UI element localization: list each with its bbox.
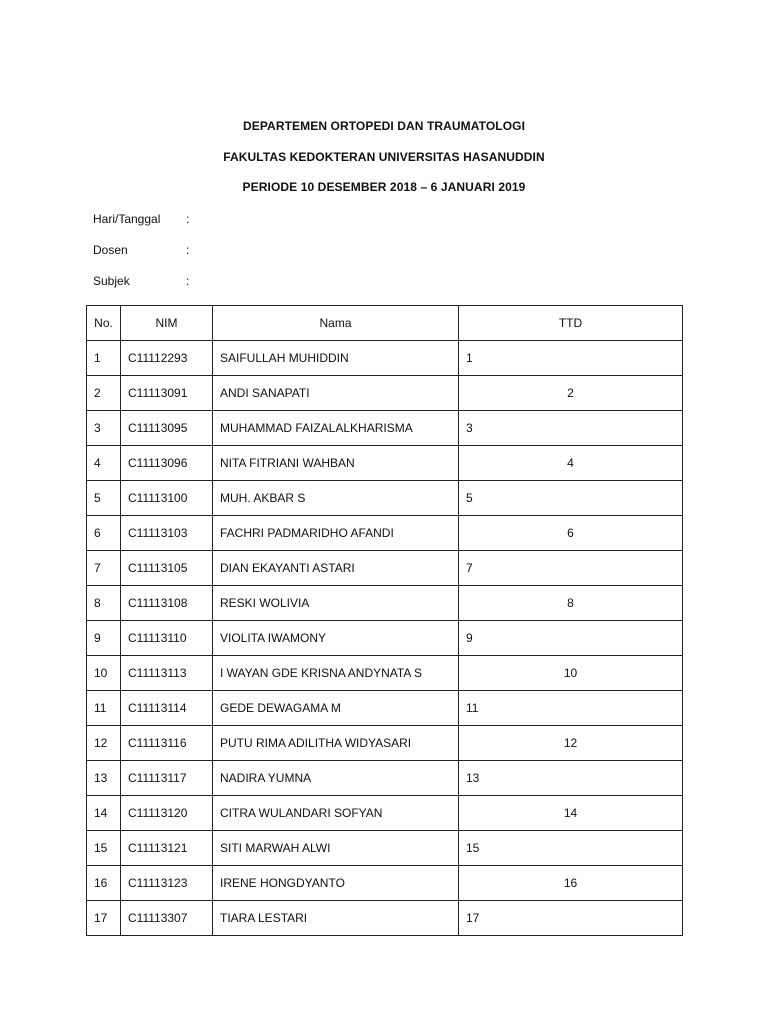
row-nim-cell: C11113091 <box>121 376 213 411</box>
header-ttd: TTD <box>459 306 683 341</box>
table-row <box>87 376 683 411</box>
field-subjek <box>93 273 189 289</box>
field-label: Dosen <box>93 243 128 257</box>
field-label: Hari/Tanggal <box>93 212 161 226</box>
row-ttd-cell: 4 <box>459 446 683 481</box>
table-row <box>87 621 683 656</box>
row-nim-cell: C11113120 <box>121 796 213 831</box>
row-no-cell: 6 <box>87 516 121 551</box>
row-nim-cell: C11113117 <box>121 761 213 796</box>
field-label: Subjek <box>93 274 130 288</box>
row-no-cell: 1 <box>87 341 121 376</box>
row-nim-cell: C11113113 <box>121 656 213 691</box>
row-no-cell: 15 <box>87 831 121 866</box>
attendance-table <box>86 305 683 936</box>
table-row <box>87 586 683 621</box>
row-nim-cell: C11113096 <box>121 446 213 481</box>
row-ttd-cell: 9 <box>459 621 683 656</box>
row-no-cell: 16 <box>87 866 121 901</box>
field-colon: : <box>186 274 190 288</box>
row-ttd-cell: 15 <box>459 831 683 866</box>
row-no-cell: 8 <box>87 586 121 621</box>
row-ttd-cell: 3 <box>459 411 683 446</box>
row-ttd-cell: 7 <box>459 551 683 586</box>
table-row <box>87 726 683 761</box>
table-row <box>87 831 683 866</box>
row-nama-cell: I WAYAN GDE KRISNA ANDYNATA S <box>213 656 459 691</box>
row-nama-cell: PUTU RIMA ADILITHA WIDYASARI <box>213 726 459 761</box>
table-row <box>87 411 683 446</box>
row-nim-cell: C11113307 <box>121 901 213 936</box>
row-nama-cell: DIAN EKAYANTI ASTARI <box>213 551 459 586</box>
header-no: No. <box>87 306 121 341</box>
row-nim-cell: C11113100 <box>121 481 213 516</box>
faculty-title: FAKULTAS KEDOKTERAN UNIVERSITAS HASANUDDIN <box>223 150 545 164</box>
row-nim-cell: C11113121 <box>121 831 213 866</box>
row-no-cell: 7 <box>87 551 121 586</box>
table-body <box>87 341 683 936</box>
row-ttd-cell: 6 <box>459 516 683 551</box>
row-no-cell: 12 <box>87 726 121 761</box>
field-colon: : <box>186 243 190 257</box>
row-ttd-cell: 16 <box>459 866 683 901</box>
row-nim-cell: C11113110 <box>121 621 213 656</box>
row-nim-cell: C11113116 <box>121 726 213 761</box>
row-ttd-cell: 13 <box>459 761 683 796</box>
row-nama-cell: ANDI SANAPATI <box>213 376 459 411</box>
row-nama-cell: FACHRI PADMARIDHO AFANDI <box>213 516 459 551</box>
row-no-cell: 10 <box>87 656 121 691</box>
table-row <box>87 656 683 691</box>
period-title: PERIODE 10 DESEMBER 2018 – 6 JANUARI 2019 <box>242 180 526 194</box>
row-nama-cell: SAIFULLAH MUHIDDIN <box>213 341 459 376</box>
row-no-cell: 11 <box>87 691 121 726</box>
row-ttd-cell: 11 <box>459 691 683 726</box>
field-hari-tanggal <box>93 211 189 227</box>
row-ttd-cell: 2 <box>459 376 683 411</box>
row-no-cell: 9 <box>87 621 121 656</box>
table-row <box>87 901 683 936</box>
row-nama-cell: MUHAMMAD FAIZALALKHARISMA <box>213 411 459 446</box>
table-header-row <box>87 306 683 341</box>
row-ttd-cell: 1 <box>459 341 683 376</box>
row-ttd-cell: 8 <box>459 586 683 621</box>
row-nim-cell: C11113108 <box>121 586 213 621</box>
row-nama-cell: GEDE DEWAGAMA M <box>213 691 459 726</box>
row-nama-cell: SITI MARWAH ALWI <box>213 831 459 866</box>
table-row <box>87 796 683 831</box>
table-row <box>87 516 683 551</box>
row-nim-cell: C11113123 <box>121 866 213 901</box>
table-row <box>87 866 683 901</box>
row-nama-cell: VIOLITA IWAMONY <box>213 621 459 656</box>
row-nim-cell: C11113103 <box>121 516 213 551</box>
table-row <box>87 691 683 726</box>
row-nim-cell: C11113114 <box>121 691 213 726</box>
table-row <box>87 481 683 516</box>
row-no-cell: 14 <box>87 796 121 831</box>
table-row <box>87 446 683 481</box>
row-ttd-cell: 5 <box>459 481 683 516</box>
row-ttd-cell: 12 <box>459 726 683 761</box>
row-nim-cell: C11112293 <box>121 341 213 376</box>
department-title: DEPARTEMEN ORTOPEDI DAN TRAUMATOLOGI <box>242 119 526 133</box>
table-row <box>87 341 683 376</box>
row-no-cell: 4 <box>87 446 121 481</box>
table-row <box>87 761 683 796</box>
row-no-cell: 5 <box>87 481 121 516</box>
row-nama-cell: TIARA LESTARI <box>213 901 459 936</box>
header-nim: NIM <box>121 306 213 341</box>
row-no-cell: 2 <box>87 376 121 411</box>
row-no-cell: 17 <box>87 901 121 936</box>
row-nama-cell: CITRA WULANDARI SOFYAN <box>213 796 459 831</box>
table-row <box>87 551 683 586</box>
row-no-cell: 3 <box>87 411 121 446</box>
field-dosen <box>93 242 189 258</box>
row-nama-cell: RESKI WOLIVIA <box>213 586 459 621</box>
row-ttd-cell: 14 <box>459 796 683 831</box>
row-nama-cell: NADIRA YUMNA <box>213 761 459 796</box>
header-nama: Nama <box>213 306 459 341</box>
row-ttd-cell: 10 <box>459 656 683 691</box>
row-nama-cell: NITA FITRIANI WAHBAN <box>213 446 459 481</box>
row-nim-cell: C11113095 <box>121 411 213 446</box>
row-nim-cell: C11113105 <box>121 551 213 586</box>
row-nama-cell: MUH. AKBAR S <box>213 481 459 516</box>
row-nama-cell: IRENE HONGDYANTO <box>213 866 459 901</box>
row-no-cell: 13 <box>87 761 121 796</box>
row-ttd-cell: 17 <box>459 901 683 936</box>
field-colon: : <box>186 212 190 226</box>
